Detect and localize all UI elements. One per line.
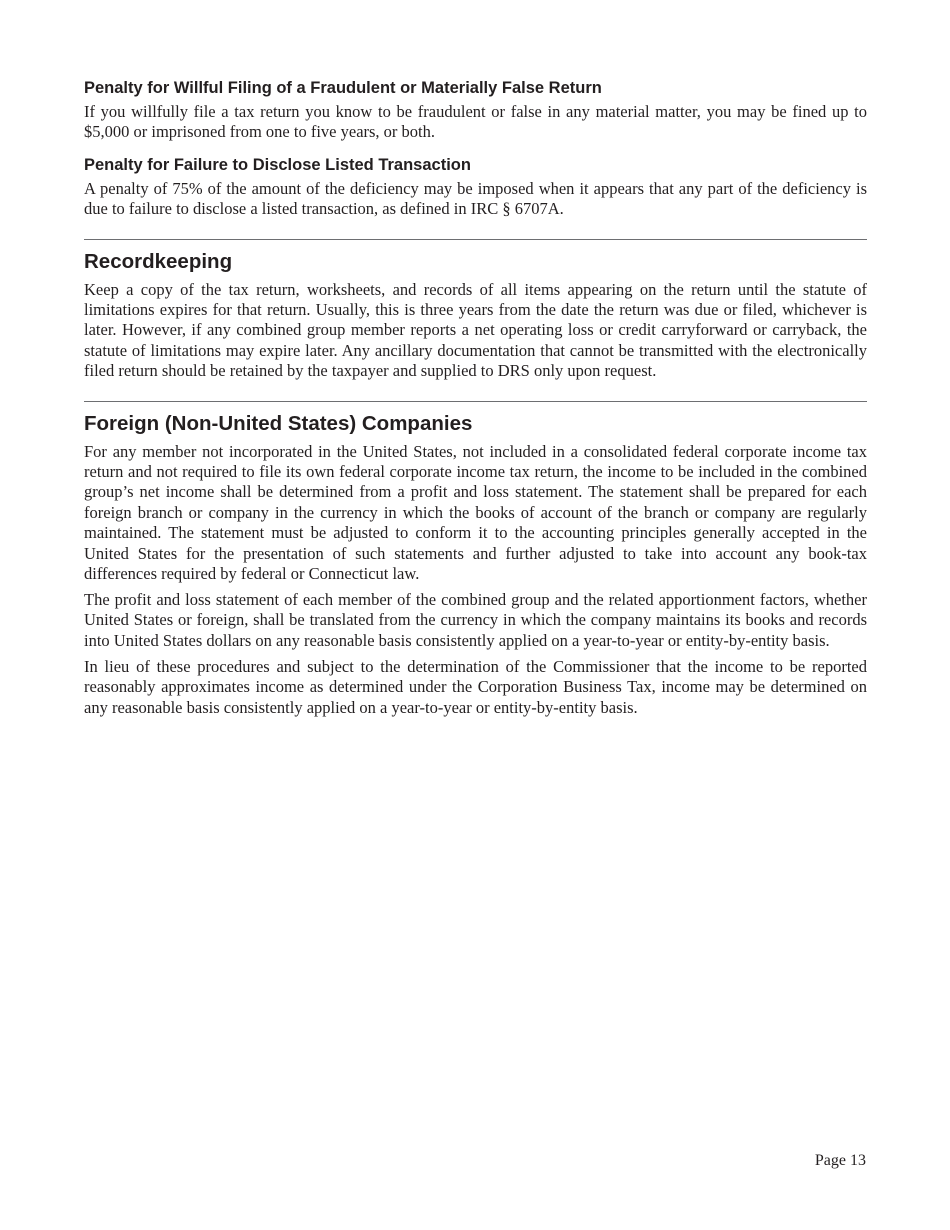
section-penalty-fraudulent-return <box>84 78 867 143</box>
section-paragraph: The profit and loss statement of each member of the combined group and the related apportionment factors, whether United States or foreign, shall be translated from the currency in which the company maintains its books and records into United States dollars on any reasonable basis consistently applied on a year-to-year or entity-by-entity basis. <box>84 590 867 650</box>
section-paragraph: Keep a copy of the tax return, worksheets, and records of all items appearing on the return until the statute of limitations expires for that return. Usually, this is three years from the date the return was due or filed, whichever is later. However, if any combined group member reports a net operating loss or credit carryforward or carryback, the statute of limitations may expire later. Any ancillary documentation that cannot be transmitted with the electronically filed return should be retained by the taxpayer and supplied to DRS only upon request. <box>84 279 867 381</box>
section-heading: Penalty for Willful Filing of a Fraudulent or Materially False Return <box>84 79 602 97</box>
page-number: Page 13 <box>814 1152 866 1169</box>
section-heading: Penalty for Failure to Disclose Listed Transaction <box>84 155 471 174</box>
section-paragraph: If you willfully file a tax return you know to be fraudulent or false in any material matter, you may be fined up to $5,000 or imprisoned from one to five years, or both. <box>84 102 867 142</box>
section-penalty-listed-transaction <box>84 155 867 220</box>
section-paragraph: A penalty of 75% of the amount of the deficiency may be imposed when it appears that any part of the deficiency is due to failure to disclose a listed transaction, as defined in IRC § 6707A. <box>84 178 867 219</box>
section-recordkeeping <box>84 249 867 382</box>
document-page <box>84 78 867 718</box>
section-paragraph: For any member not incorporated in the United States, not included in a consolidated federal corporate income tax return and not required to file its own federal corporate income tax return, the income to be included in the combined group’s net income shall be determined from a profit and loss statement. The statement shall be prepared for each foreign branch or company in the currency in which the books of account of the branch or company are regularly maintained. The statement must be adjusted to conform it to the accounting principles generally accepted in the United States for the presentation of such statements and further adjusted to take into account any book-tax differences required by federal or Connecticut law. <box>84 441 867 584</box>
section-heading: Recordkeeping <box>84 249 233 273</box>
section-foreign-companies <box>84 411 867 718</box>
section-paragraph: In lieu of these procedures and subject to the determination of the Commissioner that the income to be reported reasonably approximates income as determined under the Corporation Business Tax, income may be determined on any reasonable basis consistently applied on a year-to-year or entity-by-entity basis. <box>84 656 867 717</box>
section-heading: Foreign (Non-United States) Companies <box>84 411 473 435</box>
